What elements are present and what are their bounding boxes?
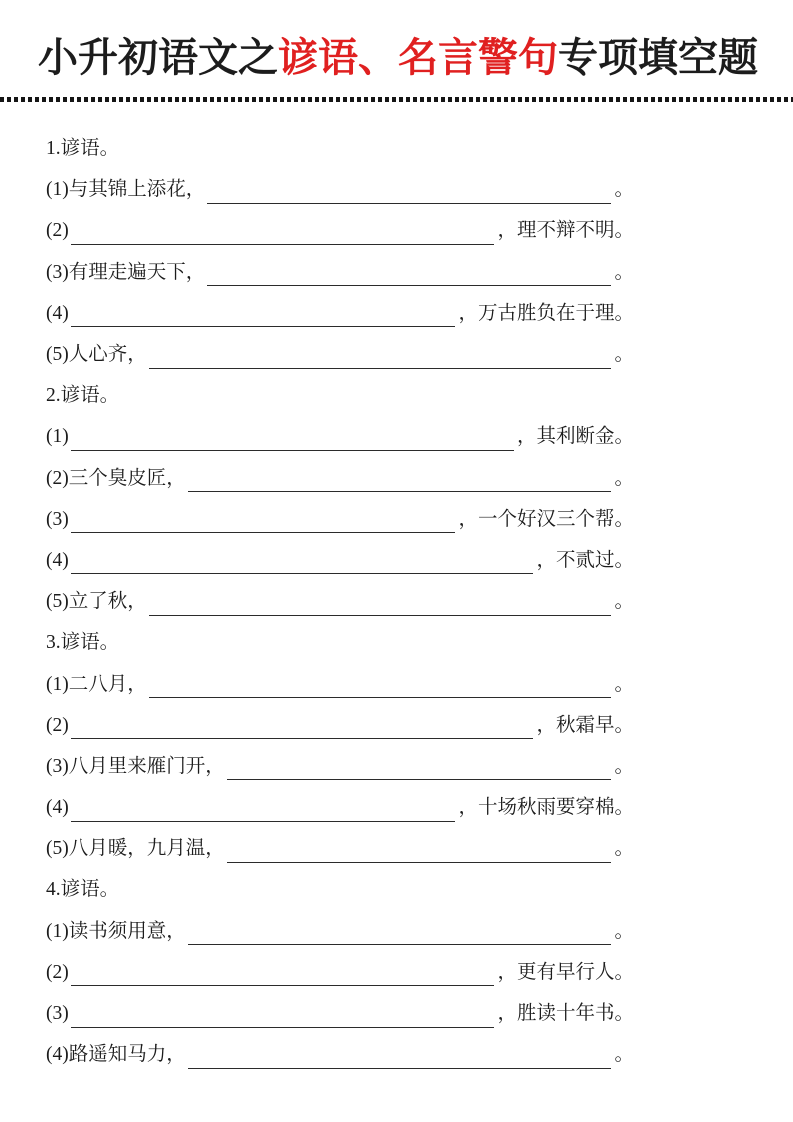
page-title	[38, 34, 783, 82]
question-row	[46, 334, 634, 375]
question-row	[46, 210, 634, 251]
question-suffix: ，万古胜负在于理。	[458, 302, 634, 324]
question-row	[46, 911, 634, 952]
question-prefix: (3)	[46, 1003, 69, 1025]
answer-blank[interactable]	[71, 299, 456, 327]
question-prefix: (1)二八月，	[46, 673, 147, 695]
question-row	[46, 581, 634, 622]
answer-blank[interactable]	[207, 176, 611, 204]
question-row	[46, 416, 634, 457]
question-prefix: (4)路遥知马力，	[46, 1044, 186, 1066]
question-suffix: 。	[614, 755, 634, 777]
question-suffix: 。	[614, 261, 634, 283]
section-heading: 2.谚语。	[46, 385, 120, 407]
question-suffix: 。	[614, 838, 634, 860]
question-row	[46, 293, 634, 334]
question-row	[46, 993, 634, 1034]
answer-blank[interactable]	[227, 752, 612, 780]
question-prefix: (2)	[46, 714, 69, 736]
question-row	[46, 499, 634, 540]
answer-blank[interactable]	[71, 546, 534, 574]
question-prefix: (5)人心齐，	[46, 344, 147, 366]
answer-blank[interactable]	[71, 423, 514, 451]
question-prefix: (3)有理走遍天下，	[46, 261, 206, 283]
section-heading: 4.谚语。	[46, 879, 120, 901]
question-row	[46, 252, 634, 293]
question-prefix: (5)立了秋，	[46, 591, 147, 613]
question-row	[46, 663, 634, 704]
question-row	[46, 458, 634, 499]
question-row	[46, 540, 634, 581]
answer-blank[interactable]	[71, 711, 534, 739]
answer-blank[interactable]	[149, 588, 612, 616]
question-suffix: 。	[614, 344, 634, 366]
question-row	[46, 1034, 634, 1075]
question-prefix: (1)	[46, 426, 69, 448]
question-prefix: (5)八月暖，九月温，	[46, 838, 225, 860]
question-suffix: 。	[614, 1044, 634, 1066]
question-suffix: 。	[614, 467, 634, 489]
question-suffix: 。	[614, 920, 634, 942]
question-suffix: ，一个好汉三个帮。	[458, 508, 634, 530]
worksheet-body	[0, 102, 793, 1075]
question-row	[46, 787, 634, 828]
question-prefix: (4)	[46, 302, 69, 324]
question-suffix: ，秋霜早。	[536, 714, 634, 736]
question-prefix: (4)	[46, 797, 69, 819]
section-heading: 3.谚语。	[46, 632, 120, 654]
answer-blank[interactable]	[149, 341, 612, 369]
answer-blank[interactable]	[149, 670, 612, 698]
question-suffix: ，十场秋雨要穿棉。	[458, 797, 634, 819]
section-heading: 1.谚语。	[46, 138, 120, 160]
title-part-bold: 专项填空题	[558, 36, 758, 80]
question-suffix: ，理不辩不明。	[497, 220, 634, 242]
answer-blank[interactable]	[207, 258, 611, 286]
question-prefix: (3)八月里来雁门开，	[46, 755, 225, 777]
question-prefix: (3)	[46, 508, 69, 530]
answer-blank[interactable]	[71, 794, 456, 822]
title-part-red: 谚语、名言警句	[278, 35, 558, 80]
question-prefix: (2)	[46, 961, 69, 983]
question-row	[46, 828, 634, 869]
answer-blank[interactable]	[71, 958, 495, 986]
answer-blank[interactable]	[188, 917, 612, 945]
question-suffix: 。	[614, 591, 634, 613]
question-suffix: ，更有早行人。	[497, 961, 634, 983]
answer-blank[interactable]	[71, 217, 495, 245]
question-prefix: (1)读书须用意，	[46, 920, 186, 942]
answer-blank[interactable]	[188, 464, 612, 492]
answer-blank[interactable]	[227, 835, 612, 863]
question-suffix: ，其利断金。	[516, 426, 634, 448]
page-header	[0, 0, 793, 82]
question-suffix: 。	[614, 179, 634, 201]
answer-blank[interactable]	[71, 1000, 495, 1028]
answer-blank[interactable]	[188, 1041, 612, 1069]
title-part-black: 小升初语文之	[38, 35, 278, 80]
question-suffix: ，胜读十年书。	[497, 1003, 634, 1025]
question-prefix: (2)	[46, 220, 69, 242]
question-row	[46, 705, 634, 746]
question-suffix: 。	[614, 673, 634, 695]
question-suffix: ，不贰过。	[536, 549, 634, 571]
question-prefix: (1)与其锦上添花，	[46, 179, 206, 201]
answer-blank[interactable]	[71, 505, 456, 533]
question-prefix: (4)	[46, 549, 69, 571]
question-row	[46, 169, 634, 210]
question-prefix: (2)三个臭皮匠，	[46, 467, 186, 489]
question-row	[46, 746, 634, 787]
question-row	[46, 952, 634, 993]
